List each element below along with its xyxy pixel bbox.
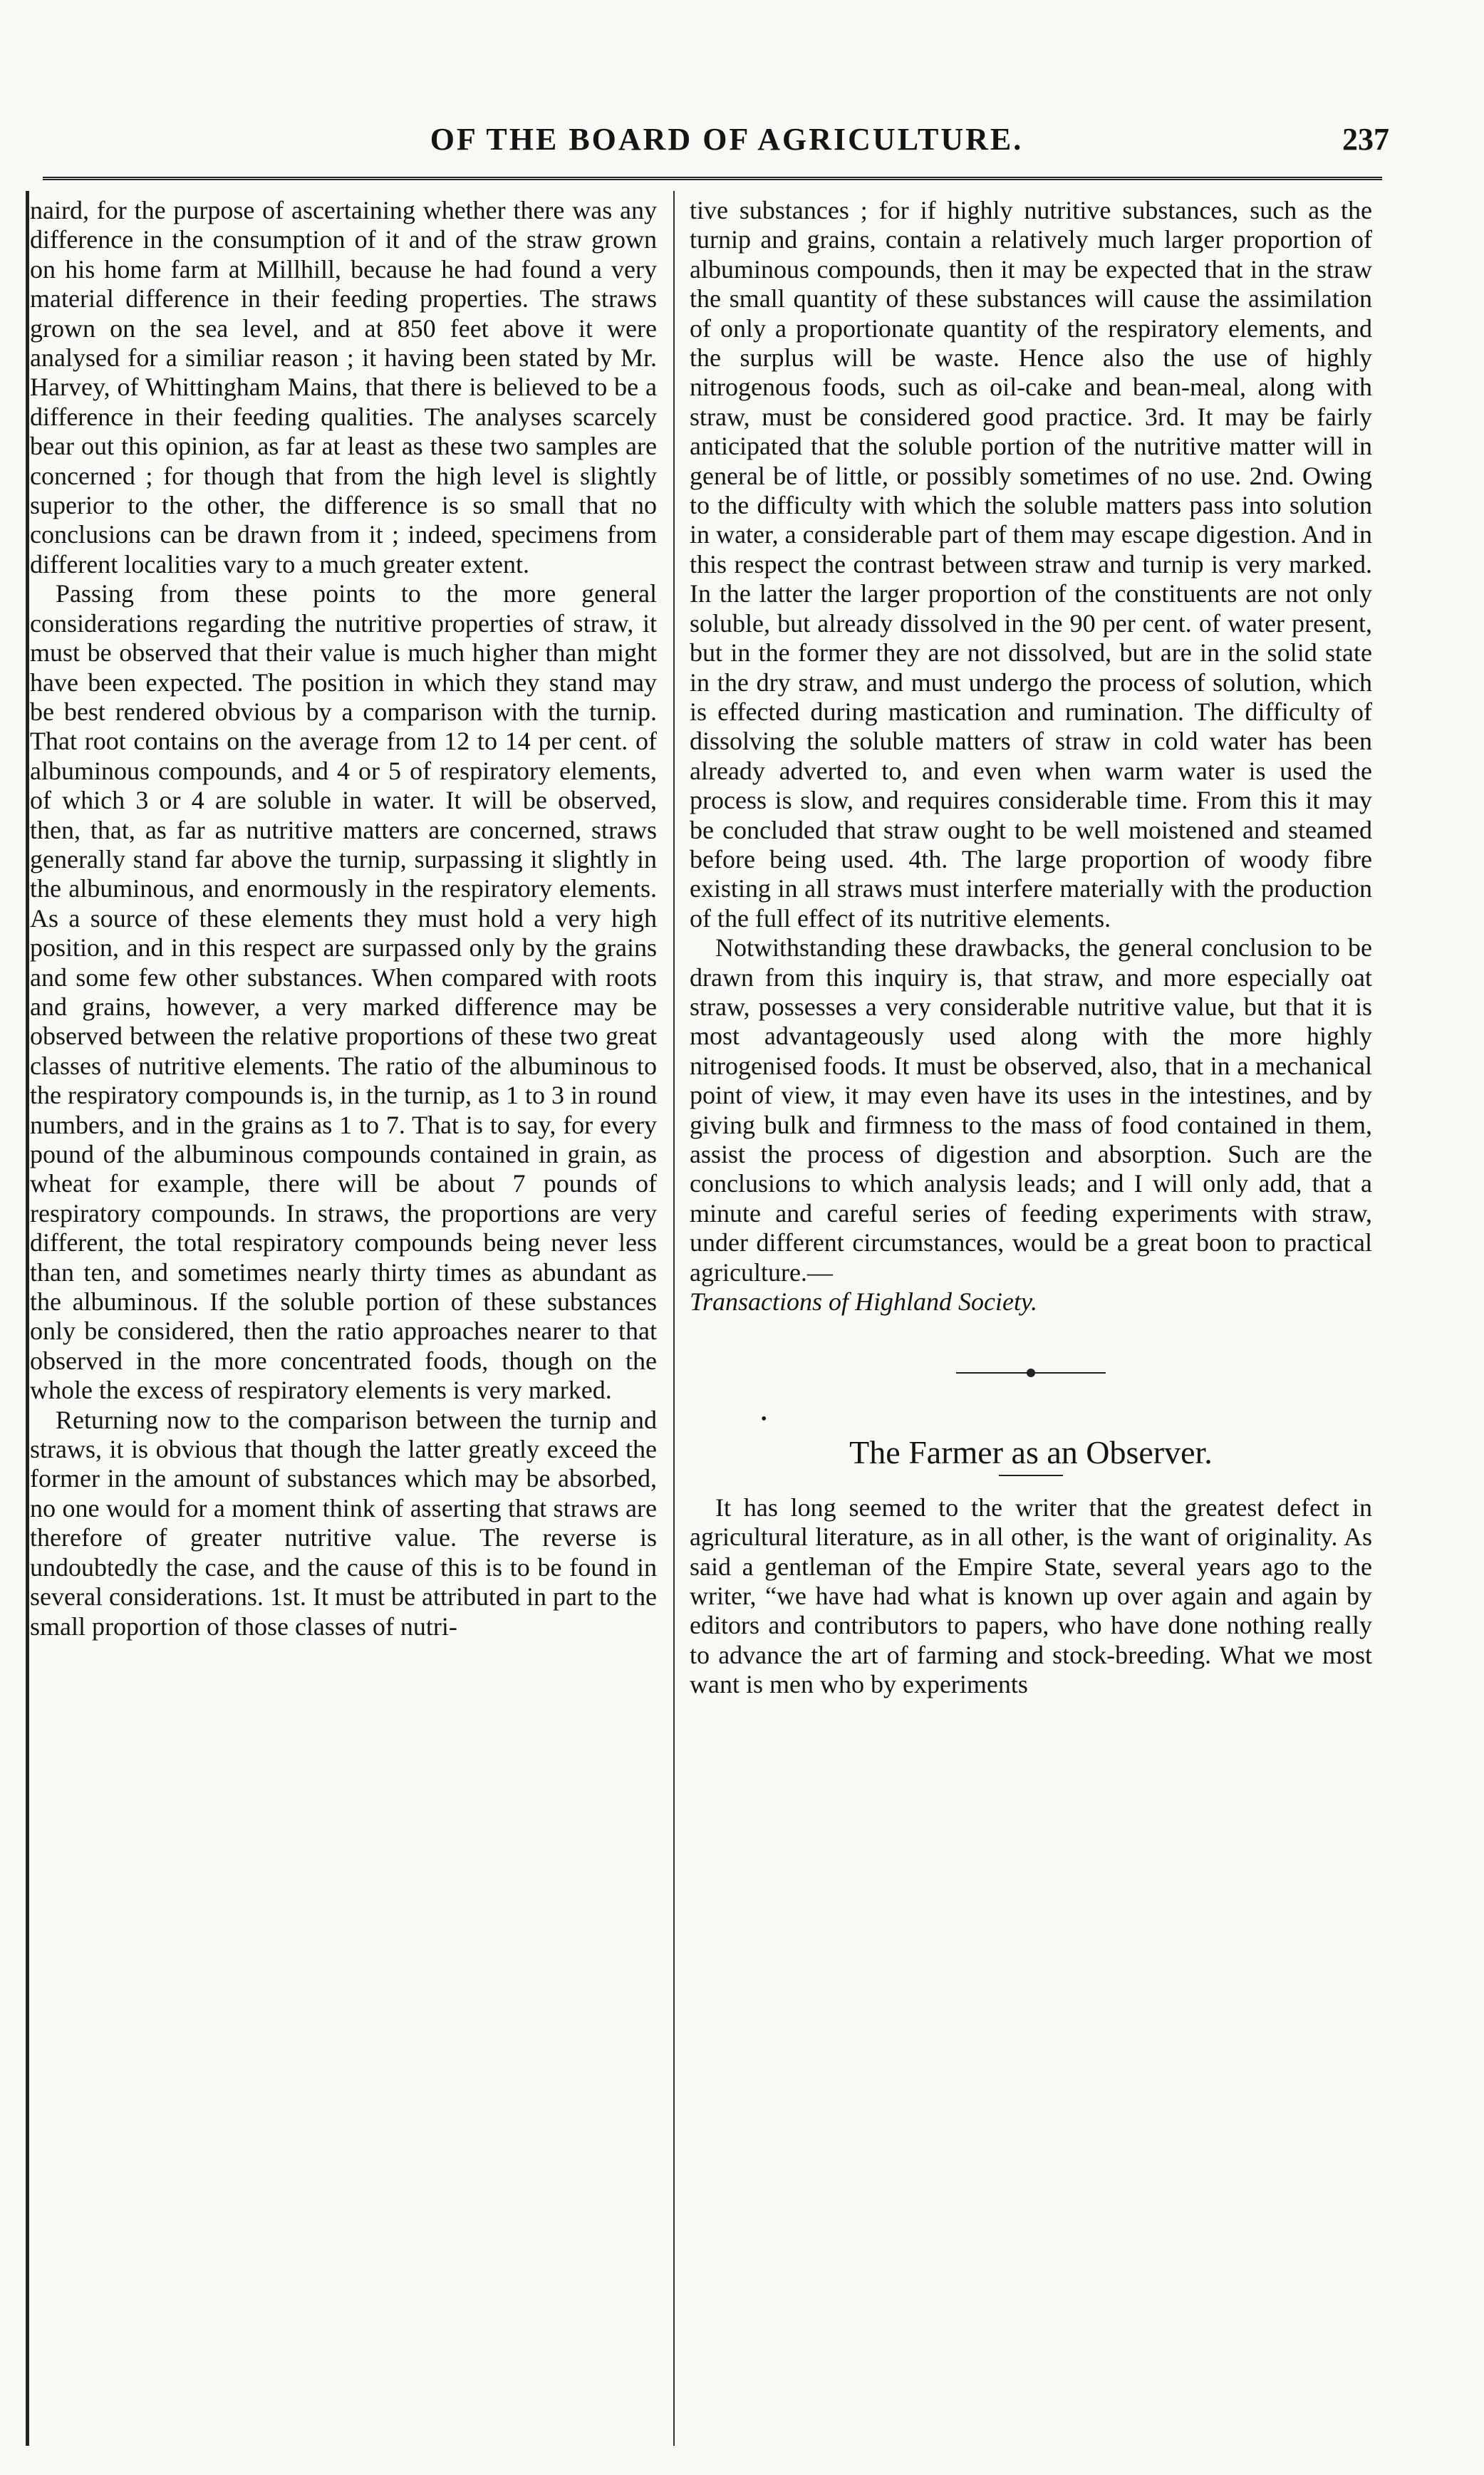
right-column [690,196,1372,2429]
left-paragraph-3: Returning now to the comparison between the turnip and straws, it is obvious that though the latter greatly exceed the former in the amount of substances which may be absorbed, no one would for a moment think of asserting that straws are therefore of greater nutritive value. The reverse is undoubtedly the case, and the cause of this is to be found in several considerations. 1st. It must be attributed in part to the small proportion of those classes of nutri- [30,1405,657,1641]
section-paragraph: It has long seemed to the writer that the greatest defect in agricultural literature, as in all other, is the want of originality. As said a gentleman of the Empire State, several years ago to the writer, “we have had what is known up over again and again by editors and contributors to papers, who have done nothing really to advance the art of farming and stock-breeding. What we most want is men who by experiments [690,1493,1372,1699]
bullet-mark: • [761,1410,767,1429]
section-separator [956,1372,1106,1374]
column-divider [673,191,675,2446]
running-head [64,121,1389,171]
left-paragraph-1: naird, for the purpose of ascertaining whether there was any difference in the consumption of it and of the straw grown on his home farm at Millhill, because he had found a very material difference in their feeding properties. The straws grown on the sea level, and at 850 feet above it were analysed for a similiar reason ; it having been stated by Mr. Harvey, of Whittingham Mains, that there is believed to be a difference in their feeding qualities. The analyses scarcely bear out this opinion, as far at least as these two samples are concerned ; for though that from the high level is slightly superior to the other, the difference is so small that no conclusions can be drawn from it ; indeed, specimens from different localities vary to a much greater extent. [30,196,657,578]
header-rule [43,177,1382,180]
source-citation: Transactions of Highland Society. [690,1287,1038,1317]
right-paragraph-1: tive substances ; for if highly nutritive substances, such as the turnip and grains, contain a relatively much larger proportion of albuminous compounds, then it may be expected that in the straw the small quantity of these substances will cause the assimilation of only a proportionate quantity of the respiratory elements, and the surplus will be waste. Hence also the use of highly nitrogenous foods, such as oil-cake and bean-meal, along with straw, must be considered good practice. 3rd. It may be fairly anticipated that the soluble portion of the nutritive matter will in general be of little, or possibly sometimes of no use. 2nd. Owing to the difficulty with which the soluble matters pass into solution in water, a considerable part of them may escape digestion. And in this respect the contrast between straw and turnip is very marked. In the latter the larger proportion of the constituents are not only soluble, but already dissolved in the 90 per cent. of water present, but in the former they are not dissolved, but are in the solid state in the dry straw, and must undergo the process of solution, which is effected during mastication and rumination. The difficulty of dissolving the soluble matters of straw in cold water has been already adverted to, and even when warm water is used the process is slow, and requires considerable time. From this it may be concluded that straw ought to be well moistened and steamed before being used. 4th. The large proportion of woody fibre existing in all straws must interfere materially with the production of the full effect of its nutritive elements. [690,196,1372,933]
page-number: 237 [1342,122,1389,157]
running-head-title: OF THE BOARD OF AGRICULTURE. [430,122,1024,157]
right-paragraph-2-text: Notwithstanding these drawbacks, the general conclusion to be drawn from this inquiry is, that straw, and more especially oat straw, possesses a very considerable nutritive value, but that it is most advantageously used along with the more highly nitrogenised foods. It must be observed, also, that in a mechanical point of view, it may even have its uses in the intestines, and by giving bulk and firmness to the mass of food contained in them, assist the process of digestion and absorption. Such are the conclusions to which analysis leads; and I will only add, that a minute and careful series of feeding experiments with straw, under different circumstances, would be a great boon to practical agriculture.— [690,933,1372,1287]
left-column [30,196,657,2429]
left-paragraph-2: Passing from these points to the more general considerations regarding the nutritive properties of straw, it must be observed that their value is much higher than might have been expected. The position in which they stand may be best rendered obvious by a comparison with the turnip. That root contains on the average from 12 to 14 per cent. of albuminous compounds, and 4 or 5 of respiratory elements, of which 3 or 4 are soluble in water. It will be observed, then, that, as far as nutritive matters are concerned, straws generally stand far above the turnip, surpassing it slightly in the albuminous, and enormously in the respiratory elements. As a source of these elements they must hold a very high position, and in this respect are surpassed only by the grains and some few other substances. When compared with roots and grains, however, a very marked difference may be observed between the relative proportions of these two great classes of nutritive elements. The ratio of the albuminous to the respiratory compounds is, in the turnip, as 1 to 3 in round numbers, and in the grains as 1 to 7. That is to say, for every pound of the albuminous compounds contained in grain, as wheat for example, there will be about 7 pounds of respiratory compounds. In straws, the proportions are very different, the total respiratory compounds being never less than ten, and sometimes nearly thirty times as abundant as the albuminous. If the soluble portion of these substances only be considered, then the ratio approaches nearer to that observed in the more concentrated foods, though on the whole the excess of respiratory elements is very marked. [30,579,657,1405]
heading-rule [999,1475,1063,1476]
right-paragraph-2 [690,933,1372,1317]
section-heading: The Farmer as an Observer. [849,1434,1213,1471]
left-margin-rule [26,191,29,2446]
separator-dot [1027,1369,1035,1377]
